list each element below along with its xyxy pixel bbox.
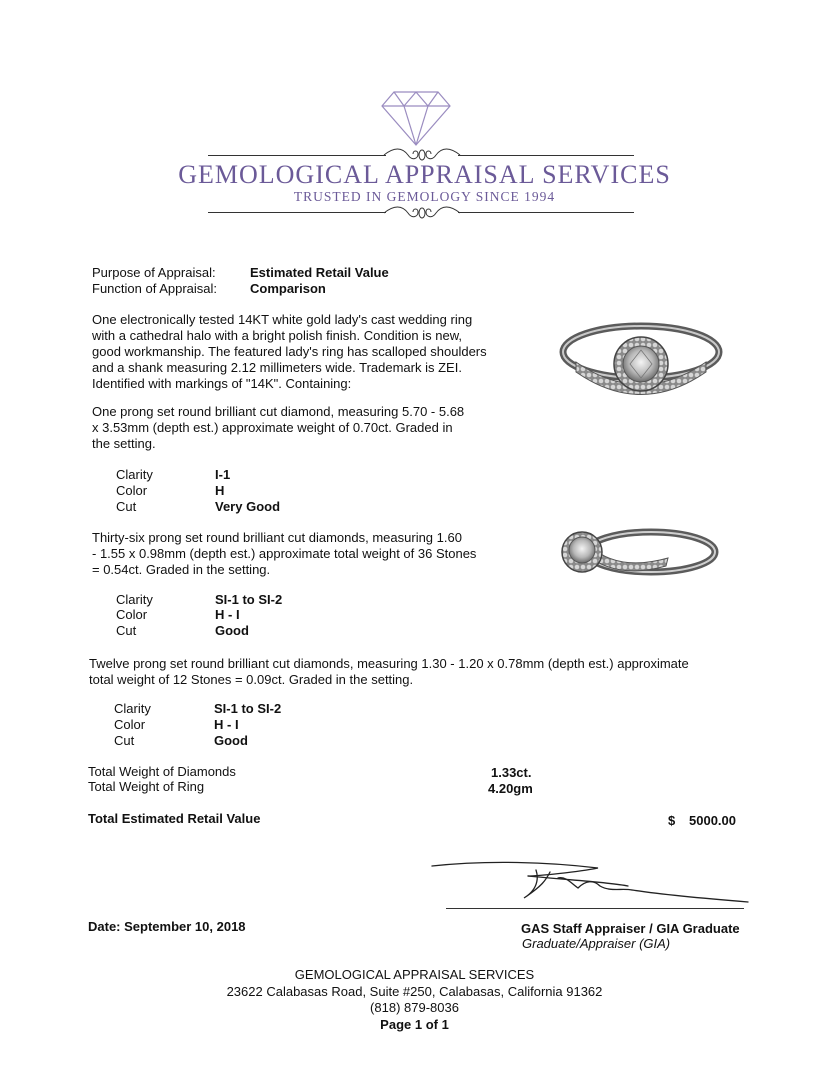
appraiser-title: GAS Staff Appraiser / GIA Graduate xyxy=(521,921,740,936)
diamond-logo-icon xyxy=(380,88,452,148)
stone3-line: Twelve prong set round brilliant cut diamonds, measuring 1.30 - 1.20 x 0.78mm (depth est.) approximate xyxy=(89,656,689,671)
company-tagline: TRUSTED IN GEMOLOGY SINCE 1994 xyxy=(293,189,556,204)
stone2-cut-label: Cut xyxy=(116,623,137,638)
stone1-color-label: Color xyxy=(116,483,148,498)
ring-photo-side xyxy=(556,522,721,587)
stone1-line: the setting. xyxy=(92,436,156,451)
stone2-description xyxy=(92,530,476,578)
currency-symbol: $ xyxy=(668,813,676,828)
stone3-cut-label: Cut xyxy=(114,733,135,748)
header-bottom-rule-left xyxy=(208,212,386,213)
header-top-rule-left xyxy=(208,155,386,156)
stone1-line: One prong set round brilliant cut diamond, measuring 5.70 - 5.68 xyxy=(92,404,465,419)
stone2-cut-value: Good xyxy=(215,623,249,638)
stone3-color-value: H - I xyxy=(214,717,239,732)
signature-line xyxy=(446,908,744,909)
ring-photo-top xyxy=(556,312,726,412)
function-value: Comparison xyxy=(250,281,326,296)
stone2-color-label: Color xyxy=(116,607,148,622)
stone1-clarity-label: Clarity xyxy=(116,467,153,482)
stone1-cut-value: Very Good xyxy=(215,499,281,514)
stone2-line: Thirty-six prong set round brilliant cut diamonds, measuring 1.60 xyxy=(92,530,462,545)
total-diamonds-value: 1.33ct. xyxy=(491,765,532,780)
stone2-clarity-value: SI-1 to SI-2 xyxy=(215,592,283,607)
description-line: One electronically tested 14KT white gold lady's cast wedding ring xyxy=(92,312,473,327)
stone3-line: total weight of 12 Stones = 0.09ct. Graded in the setting. xyxy=(89,672,414,687)
ring-description xyxy=(92,312,487,392)
page-number: Page 1 of 1 xyxy=(380,1017,449,1032)
stone3-clarity-value: SI-1 to SI-2 xyxy=(214,701,282,716)
stone2-line: = 0.54ct. Graded in the setting. xyxy=(92,562,271,577)
appraiser-signature xyxy=(428,858,758,908)
stone2-color-value: H - I xyxy=(215,607,240,622)
appraisal-date: Date: September 10, 2018 xyxy=(88,919,246,934)
stone2-line: - 1.55 x 0.98mm (depth est.) approximate total weight of 36 Stones xyxy=(92,546,477,561)
stone1-clarity-value: I-1 xyxy=(215,467,231,482)
footer-phone: (818) 879-8036 xyxy=(370,1000,459,1015)
stone3-color-label: Color xyxy=(114,717,146,732)
description-line: Identified with markings of "14K". Containing: xyxy=(92,376,352,391)
purpose-label: Purpose of Appraisal: xyxy=(92,265,216,280)
stone1-cut-label: Cut xyxy=(116,499,137,514)
stone1-color-value: H xyxy=(215,483,225,498)
appraiser-subtitle: Graduate/Appraiser (GIA) xyxy=(522,936,671,951)
footer-address: 23622 Calabasas Road, Suite #250, Calabasas, California 91362 xyxy=(226,984,603,999)
purpose-value: Estimated Retail Value xyxy=(250,265,389,280)
header-bottom-rule-right xyxy=(458,212,634,213)
footer-company: GEMOLOGICAL APPRAISAL SERVICES xyxy=(294,967,535,982)
total-ring-label: Total Weight of Ring xyxy=(88,779,205,794)
total-retail-label: Total Estimated Retail Value xyxy=(88,811,261,826)
stone1-description xyxy=(92,404,464,452)
stone1-line: x 3.53mm (depth est.) approximate weight of 0.70ct. Graded in xyxy=(92,420,453,435)
company-name: GEMOLOGICAL APPRAISAL SERVICES xyxy=(178,160,671,189)
flourish-ornament-bottom-icon xyxy=(382,203,462,223)
stone3-cut-value: Good xyxy=(214,733,248,748)
total-retail-value: 5000.00 xyxy=(689,813,736,828)
total-diamonds-label: Total Weight of Diamonds xyxy=(88,764,236,779)
function-label: Function of Appraisal: xyxy=(92,281,218,296)
stone3-description xyxy=(89,656,689,688)
stone2-clarity-label: Clarity xyxy=(116,592,153,607)
header-top-rule-right xyxy=(458,155,634,156)
description-line: and a shank measuring 2.12 millimeters wide. Trademark is ZEI. xyxy=(92,360,462,375)
description-line: good workmanship. The featured lady's ring has scalloped shoulders xyxy=(92,344,487,359)
stone3-clarity-label: Clarity xyxy=(114,701,151,716)
description-line: with a cathedral halo with a bright polish finish. Condition is new, xyxy=(92,328,462,343)
total-ring-value: 4.20gm xyxy=(488,781,533,796)
